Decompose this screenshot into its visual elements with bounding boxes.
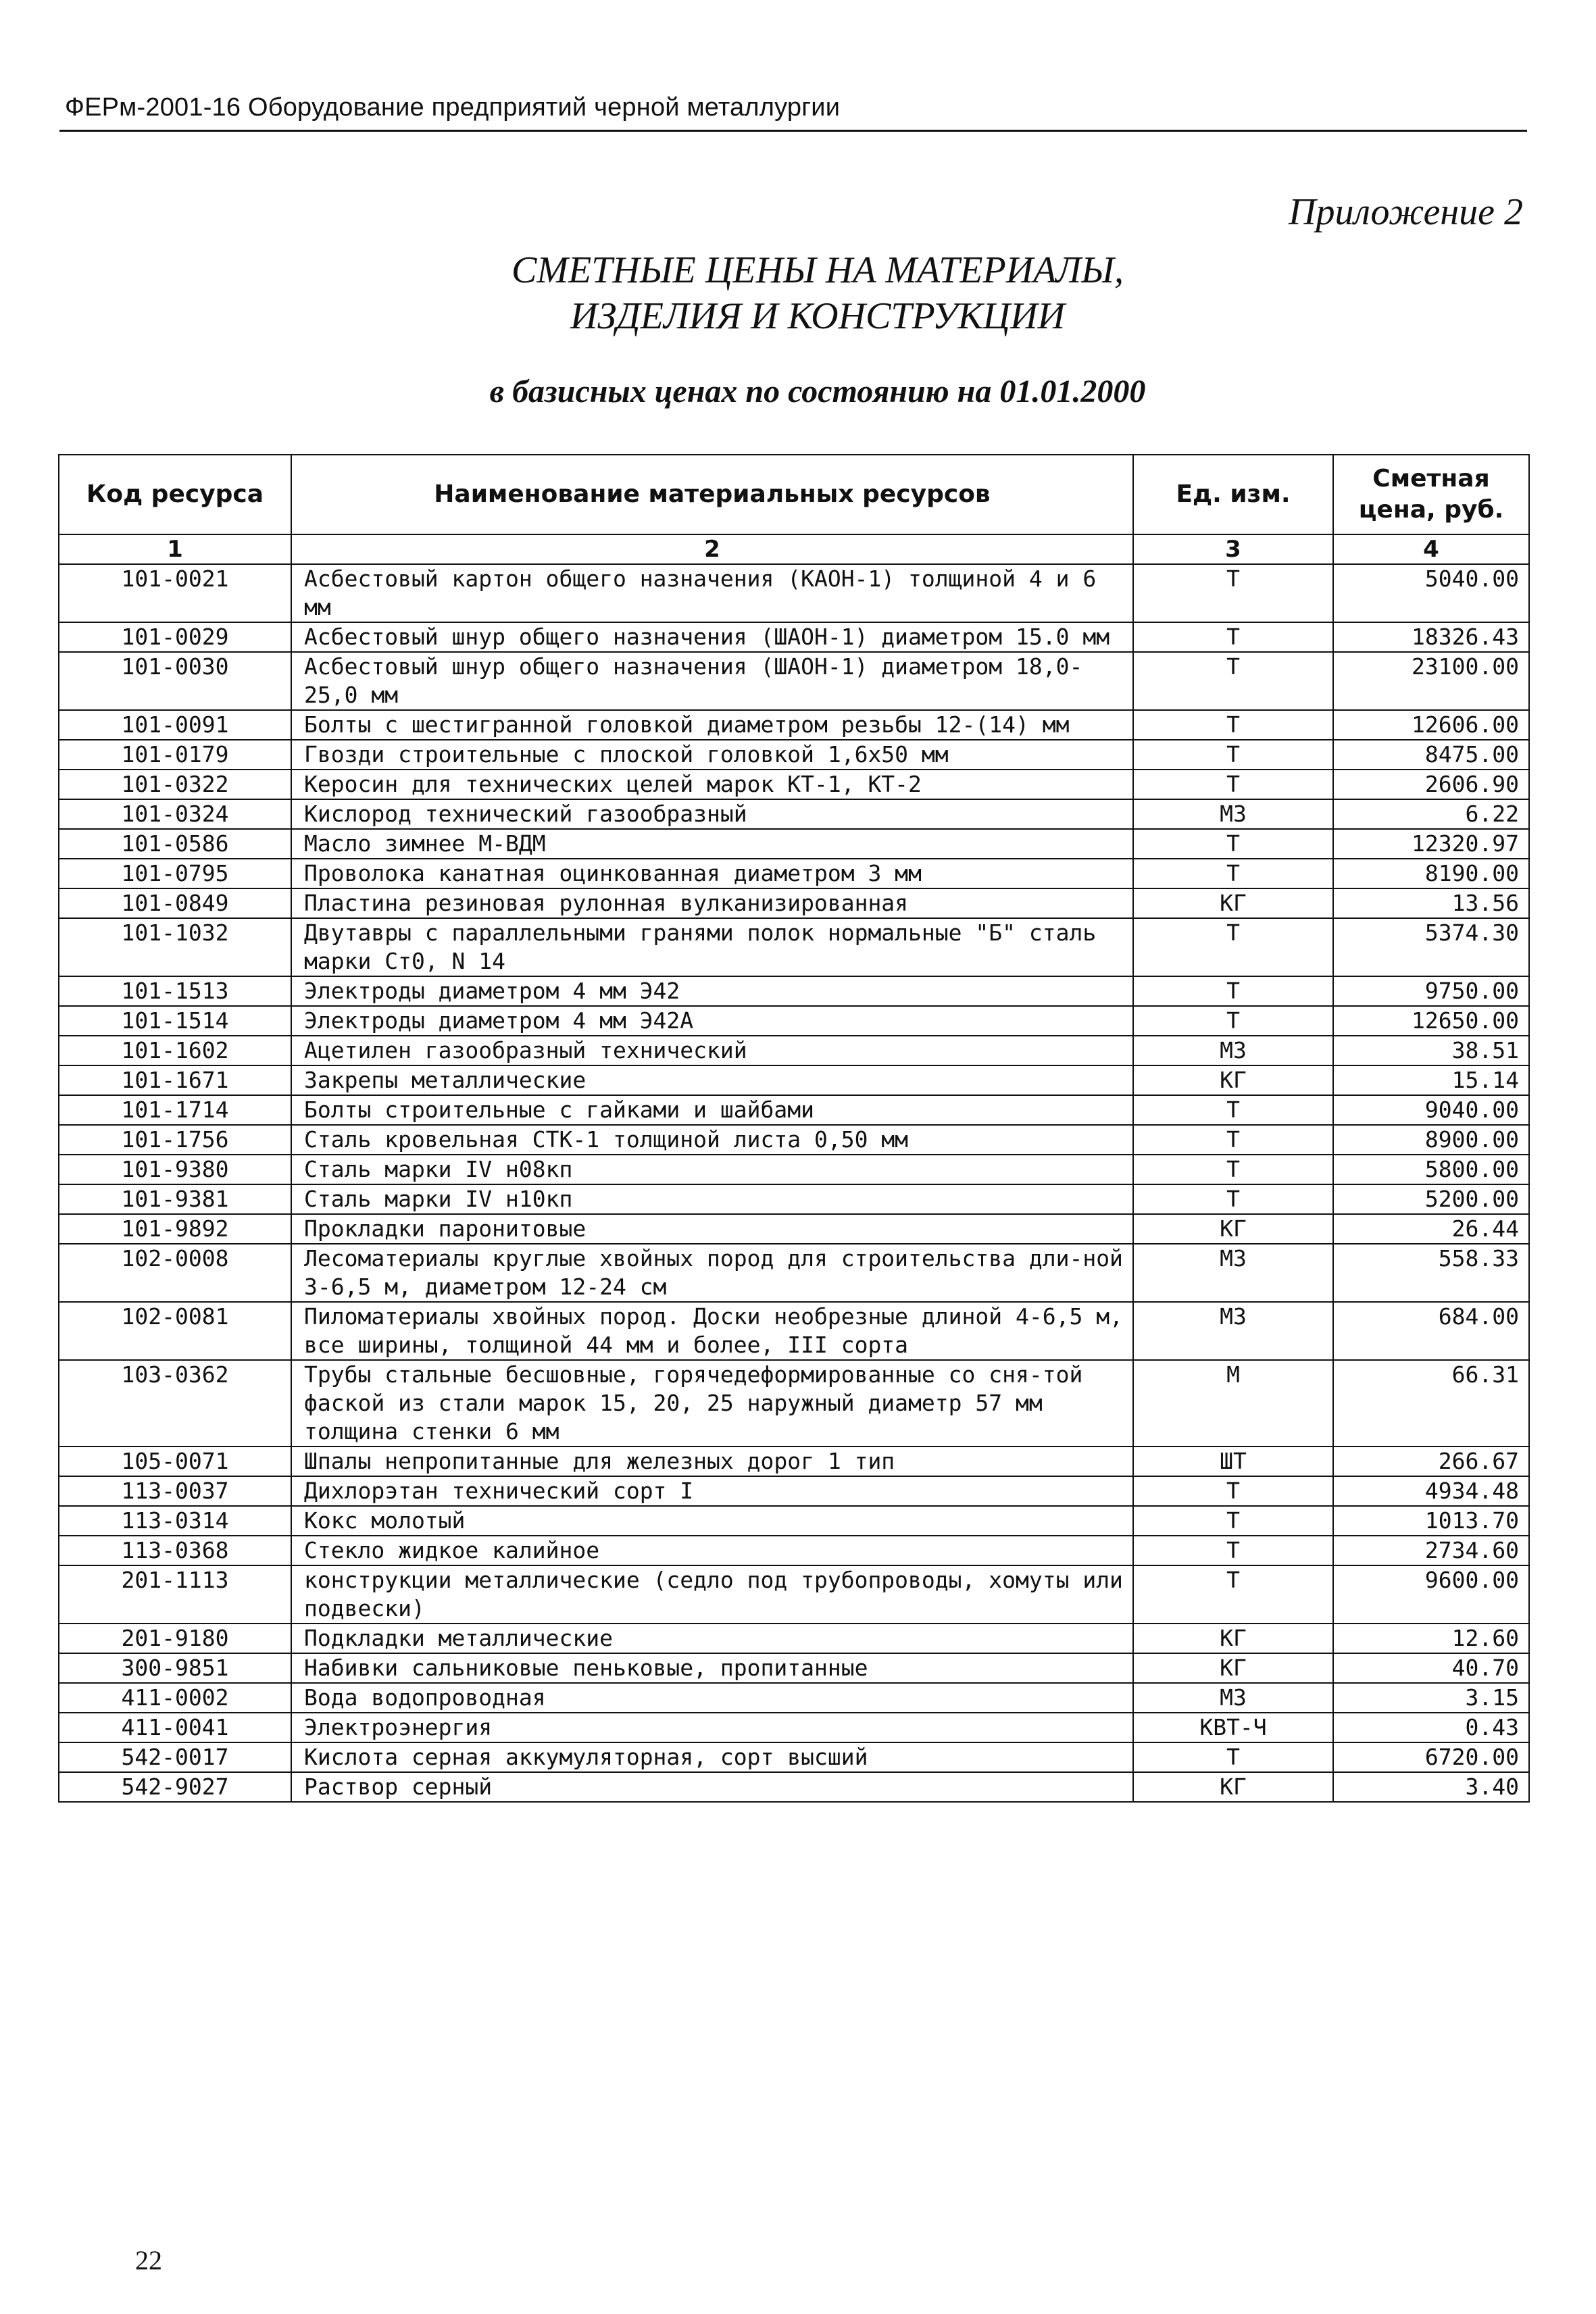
cell-name: Двутавры с параллельными гранями полок нормальные "Б" сталь марки Ст0, N 14: [291, 918, 1133, 976]
table-row: [59, 770, 1529, 799]
cell-code: 101-0324: [59, 799, 291, 829]
prices-table: [58, 454, 1530, 1803]
cell-code: 101-1602: [59, 1036, 291, 1065]
cell-name: Асбестовый шнур общего назначения (ШАОН-1) диаметром 18,0-25,0 мм: [291, 652, 1133, 710]
table-row: [59, 1742, 1529, 1772]
cell-name: Шпалы непропитанные для железных дорог 1 тип: [291, 1447, 1133, 1476]
cell-code: 101-9892: [59, 1214, 291, 1244]
cell-unit: Т: [1133, 1536, 1333, 1565]
table-row: [59, 1653, 1529, 1683]
table-row: [59, 1006, 1529, 1036]
cell-unit: Т: [1133, 1155, 1333, 1184]
cell-unit: М3: [1133, 1683, 1333, 1713]
cell-code: 411-0002: [59, 1683, 291, 1713]
cell-code: 101-0586: [59, 829, 291, 859]
cell-price: 66.31: [1333, 1360, 1529, 1447]
cell-price: 5800.00: [1333, 1155, 1529, 1184]
document-subtitle: в базисных ценах по состоянию на 01.01.2000: [489, 374, 1146, 409]
cell-price: 26.44: [1333, 1214, 1529, 1244]
cell-name: конструкции металлические (седло под трубопроводы, хомуты или подвески): [291, 1565, 1133, 1624]
cell-name: Кокс молотый: [291, 1506, 1133, 1536]
table-header-row: [59, 455, 1529, 534]
cell-unit: М: [1133, 1360, 1333, 1447]
cell-code: 101-0091: [59, 710, 291, 740]
cell-price: 5200.00: [1333, 1184, 1529, 1214]
cell-name: Прокладки паронитовые: [291, 1214, 1133, 1244]
cell-price: 266.67: [1333, 1447, 1529, 1476]
cell-price: 4934.48: [1333, 1476, 1529, 1506]
cell-code: 101-9381: [59, 1184, 291, 1214]
table-row: [59, 622, 1529, 652]
cell-price: 15.14: [1333, 1065, 1529, 1095]
cell-code: 101-0030: [59, 652, 291, 710]
header-rule: [59, 130, 1527, 132]
cell-unit: М3: [1133, 1036, 1333, 1065]
page-number: 22: [135, 2245, 162, 2275]
cell-price: 9600.00: [1333, 1565, 1529, 1624]
table-row: [59, 1565, 1529, 1624]
cell-name: Проволока канатная оцинкованная диаметром 3 мм: [291, 859, 1133, 888]
column-header-code: Код ресурса: [59, 455, 291, 534]
cell-unit: КГ: [1133, 1065, 1333, 1095]
cell-code: 102-0081: [59, 1302, 291, 1360]
cell-name: Болты с шестигранной головкой диаметром резьбы 12-(14) мм: [291, 710, 1133, 740]
column-number-2: 2: [291, 534, 1133, 564]
table-row: [59, 1536, 1529, 1565]
cell-unit: Т: [1133, 622, 1333, 652]
cell-price: 6720.00: [1333, 1742, 1529, 1772]
cell-name: Кислород технический газообразный: [291, 799, 1133, 829]
cell-price: 23100.00: [1333, 652, 1529, 710]
cell-name: Раствор серный: [291, 1772, 1133, 1802]
cell-price: 12650.00: [1333, 1006, 1529, 1036]
cell-code: 105-0071: [59, 1447, 291, 1476]
cell-unit: Т: [1133, 652, 1333, 710]
cell-unit: Т: [1133, 1565, 1333, 1624]
cell-name: Дихлорэтан технический сорт I: [291, 1476, 1133, 1506]
cell-price: 38.51: [1333, 1036, 1529, 1065]
cell-price: 9040.00: [1333, 1095, 1529, 1125]
cell-name: Сталь марки IV н08кп: [291, 1155, 1133, 1184]
column-header-name: Наименование материальных ресурсов: [291, 455, 1133, 534]
cell-code: 113-0037: [59, 1476, 291, 1506]
cell-code: 101-1671: [59, 1065, 291, 1095]
cell-price: 3.15: [1333, 1683, 1529, 1713]
cell-code: 542-9027: [59, 1772, 291, 1802]
cell-code: 101-0795: [59, 859, 291, 888]
cell-unit: ШТ: [1133, 1447, 1333, 1476]
cell-name: Болты строительные с гайками и шайбами: [291, 1095, 1133, 1125]
cell-name: Пластина резиновая рулонная вулканизированная: [291, 888, 1133, 918]
cell-unit: Т: [1133, 829, 1333, 859]
table-row: [59, 710, 1529, 740]
cell-price: 3.40: [1333, 1772, 1529, 1802]
table-row: [59, 1184, 1529, 1214]
cell-price: 0.43: [1333, 1713, 1529, 1742]
table-row: [59, 564, 1529, 622]
table-row: [59, 1683, 1529, 1713]
cell-unit: Т: [1133, 1184, 1333, 1214]
cell-code: 201-9180: [59, 1624, 291, 1653]
cell-price: 5374.30: [1333, 918, 1529, 976]
table-row: [59, 1065, 1529, 1095]
cell-price: 6.22: [1333, 799, 1529, 829]
cell-price: 2734.60: [1333, 1536, 1529, 1565]
cell-code: 101-1032: [59, 918, 291, 976]
cell-price: 9750.00: [1333, 976, 1529, 1006]
cell-unit: М3: [1133, 1244, 1333, 1302]
cell-unit: Т: [1133, 1095, 1333, 1125]
cell-name: Лесоматериалы круглые хвойных пород для строительства дли-ной 3-6,5 м, диаметром 12-24 см: [291, 1244, 1133, 1302]
appendix-label: Приложение 2: [1289, 191, 1523, 233]
cell-code: 101-0179: [59, 740, 291, 770]
cell-price: 2606.90: [1333, 770, 1529, 799]
cell-unit: М3: [1133, 799, 1333, 829]
table-row: [59, 1624, 1529, 1653]
cell-code: 201-1113: [59, 1565, 291, 1624]
cell-code: 101-0849: [59, 888, 291, 918]
cell-unit: Т: [1133, 859, 1333, 888]
cell-code: 113-0368: [59, 1536, 291, 1565]
cell-price: 12320.97: [1333, 829, 1529, 859]
cell-unit: Т: [1133, 918, 1333, 976]
table-row: [59, 1360, 1529, 1447]
cell-name: Вода водопроводная: [291, 1683, 1133, 1713]
table-row: [59, 1244, 1529, 1302]
cell-price: 8475.00: [1333, 740, 1529, 770]
cell-code: 542-0017: [59, 1742, 291, 1772]
cell-unit: КВТ-Ч: [1133, 1713, 1333, 1742]
cell-price: 684.00: [1333, 1302, 1529, 1360]
cell-price: 12606.00: [1333, 710, 1529, 740]
column-number-4: 4: [1333, 534, 1529, 564]
cell-name: Керосин для технических целей марок КТ-1, КТ-2: [291, 770, 1133, 799]
cell-unit: Т: [1133, 770, 1333, 799]
cell-code: 300-9851: [59, 1653, 291, 1683]
table-row: [59, 1713, 1529, 1742]
cell-unit: Т: [1133, 710, 1333, 740]
table-row: [59, 740, 1529, 770]
column-header-price: Сметная цена, руб.: [1333, 455, 1529, 534]
cell-price: 13.56: [1333, 888, 1529, 918]
cell-code: 101-1714: [59, 1095, 291, 1125]
cell-code: 101-0029: [59, 622, 291, 652]
cell-price: 558.33: [1333, 1244, 1529, 1302]
cell-unit: Т: [1133, 1742, 1333, 1772]
table-row: [59, 799, 1529, 829]
title-line-2: ИЗДЕЛИЯ И КОНСТРУКЦИИ: [570, 295, 1065, 337]
table-row: [59, 1447, 1529, 1476]
cell-code: 113-0314: [59, 1506, 291, 1536]
cell-name: Гвозди строительные с плоской головкой 1,6х50 мм: [291, 740, 1133, 770]
cell-price: 40.70: [1333, 1653, 1529, 1683]
cell-code: 102-0008: [59, 1244, 291, 1302]
table-row: [59, 1476, 1529, 1506]
table-row: [59, 918, 1529, 976]
cell-code: 101-9380: [59, 1155, 291, 1184]
title-line-1: СМЕТНЫЕ ЦЕНЫ НА МАТЕРИАЛЫ,: [512, 249, 1124, 291]
cell-code: 101-0021: [59, 564, 291, 622]
table-row: [59, 888, 1529, 918]
cell-name: Кислота серная аккумуляторная, сорт высший: [291, 1742, 1133, 1772]
table-row: [59, 652, 1529, 710]
cell-code: 103-0362: [59, 1360, 291, 1447]
cell-price: 8900.00: [1333, 1125, 1529, 1155]
table-row: [59, 1095, 1529, 1125]
table-row: [59, 976, 1529, 1006]
cell-code: 101-1513: [59, 976, 291, 1006]
cell-name: Электроэнергия: [291, 1713, 1133, 1742]
cell-code: 101-1514: [59, 1006, 291, 1036]
cell-price: 12.60: [1333, 1624, 1529, 1653]
cell-name: Электроды диаметром 4 мм Э42А: [291, 1006, 1133, 1036]
cell-name: Сталь марки IV н10кп: [291, 1184, 1133, 1214]
cell-price: 5040.00: [1333, 564, 1529, 622]
cell-unit: Т: [1133, 1006, 1333, 1036]
cell-unit: Т: [1133, 740, 1333, 770]
cell-unit: КГ: [1133, 1772, 1333, 1802]
table-row: [59, 1036, 1529, 1065]
table-row: [59, 1772, 1529, 1802]
cell-name: Сталь кровельная СТК-1 толщиной листа 0,50 мм: [291, 1125, 1133, 1155]
cell-code: 101-1756: [59, 1125, 291, 1155]
column-number-row: [59, 534, 1529, 564]
cell-code: 101-0322: [59, 770, 291, 799]
cell-unit: КГ: [1133, 1624, 1333, 1653]
cell-unit: КГ: [1133, 1214, 1333, 1244]
cell-unit: КГ: [1133, 888, 1333, 918]
table-row: [59, 1506, 1529, 1536]
cell-name: Асбестовый шнур общего назначения (ШАОН-1) диаметром 15.0 мм: [291, 622, 1133, 652]
cell-name: Трубы стальные бесшовные, горячедеформированные со сня-той фаской из стали марок 15, 20, 25 наружный диаметр 57 мм толщина стенки 6 мм: [291, 1360, 1133, 1447]
cell-unit: КГ: [1133, 1653, 1333, 1683]
table-row: [59, 829, 1529, 859]
cell-name: Закрепы металлические: [291, 1065, 1133, 1095]
column-header-unit: Ед. изм.: [1133, 455, 1333, 534]
table-row: [59, 1155, 1529, 1184]
table-row: [59, 1214, 1529, 1244]
cell-name: Электроды диаметром 4 мм Э42: [291, 976, 1133, 1006]
cell-name: Подкладки металлические: [291, 1624, 1133, 1653]
table-row: [59, 1125, 1529, 1155]
cell-name: Ацетилен газообразный технический: [291, 1036, 1133, 1065]
cell-unit: Т: [1133, 1476, 1333, 1506]
cell-unit: Т: [1133, 564, 1333, 622]
cell-name: Масло зимнее М-ВДМ: [291, 829, 1133, 859]
cell-name: Набивки сальниковые пеньковые, пропитанные: [291, 1653, 1133, 1683]
cell-price: 18326.43: [1333, 622, 1529, 652]
column-number-1: 1: [59, 534, 291, 564]
cell-price: 8190.00: [1333, 859, 1529, 888]
table-row: [59, 1302, 1529, 1360]
cell-price: 1013.70: [1333, 1506, 1529, 1536]
document-title: [378, 247, 1257, 339]
cell-unit: Т: [1133, 976, 1333, 1006]
column-number-3: 3: [1133, 534, 1333, 564]
cell-unit: Т: [1133, 1125, 1333, 1155]
table-body: [59, 564, 1529, 1802]
table-row: [59, 859, 1529, 888]
cell-code: 411-0041: [59, 1713, 291, 1742]
cell-unit: М3: [1133, 1302, 1333, 1360]
cell-name: Стекло жидкое калийное: [291, 1536, 1133, 1565]
cell-name: Асбестовый картон общего назначения (КАОН-1) толщиной 4 и 6 мм: [291, 564, 1133, 622]
running-header: ФЕРм-2001-16 Оборудование предприятий черной металлургии: [65, 93, 841, 122]
cell-unit: Т: [1133, 1506, 1333, 1536]
cell-name: Пиломатериалы хвойных пород. Доски необрезные длиной 4-6,5 м, все ширины, толщиной 44 мм и более, III сорта: [291, 1302, 1133, 1360]
